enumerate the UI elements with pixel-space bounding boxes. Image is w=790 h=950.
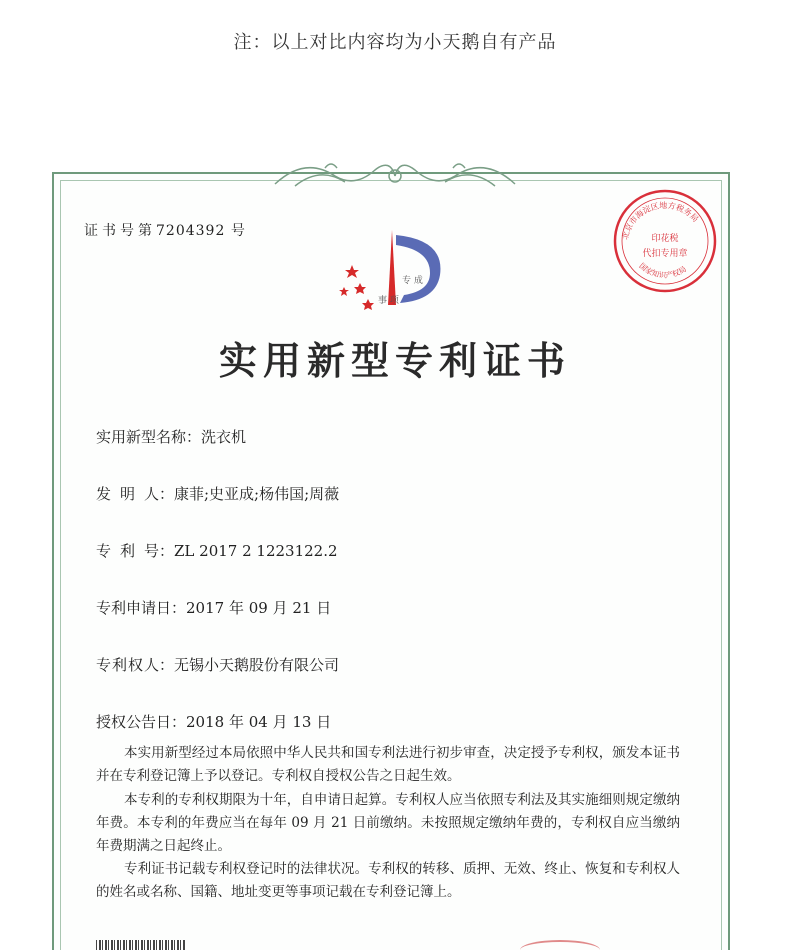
emblem-text-2: 事 项 xyxy=(378,296,399,306)
field-inventors xyxy=(96,483,339,504)
seal-ring-text: 北京市海淀区地方税务局 xyxy=(620,200,701,241)
red-seal-stamp-icon xyxy=(610,186,720,296)
field-patent-number xyxy=(96,540,338,561)
certificate-number-suffix: 号 xyxy=(230,223,246,239)
label-char: 人： xyxy=(143,485,174,503)
certificate-number-value: 7204392 xyxy=(156,223,226,239)
seal-bottom-text: 国家知识产权局 xyxy=(637,261,688,280)
field-application-date xyxy=(96,597,331,618)
footnote-text: 注：以上对比内容均为小天鹅自有产品 xyxy=(233,32,557,53)
label-char: 权 xyxy=(127,656,143,674)
paragraph-1-text: 本实用新型经过本局依照中华人民共和国专利法进行初步审查，决定授予专利权，颁发本证书并在专利登记簿上予以登记。专利权自授权公告之日起生效。 xyxy=(96,745,680,784)
certificate-number xyxy=(84,220,246,240)
label-char: 专 xyxy=(96,542,112,560)
label-char: 专 xyxy=(96,656,112,674)
ornament-icon xyxy=(265,146,525,196)
paragraph-term-fees xyxy=(96,789,680,858)
field-inventor-value: 康菲;史亚成;杨伟国;周薇 xyxy=(174,485,340,503)
paragraph-3-text: 专利证书记载专利权登记时的法律状况。专利权的转移、质押、无效、终止、恢复和专利权人的姓名或名称、国籍、地址变更等事项记载在专利登记簿上。 xyxy=(96,861,680,900)
field-patent-label xyxy=(96,540,174,561)
field-apply-date-label: 专利申请日： xyxy=(96,599,187,617)
emblem-text-1: 专 成 xyxy=(402,276,423,286)
field-grant-date xyxy=(96,711,331,732)
field-utility-model-name xyxy=(96,426,246,447)
field-patentee xyxy=(96,654,339,675)
label-char: 人： xyxy=(143,656,174,674)
svg-text:国家知识产权局 xyxy=(637,261,688,280)
field-apply-date-value: 2017 年 09 月 21 日 xyxy=(186,599,332,617)
label-char: 号： xyxy=(143,542,174,560)
paragraph-legal-status xyxy=(96,858,680,904)
barcode xyxy=(96,940,186,950)
paragraph-2-text: 本专利的专利权期限为十年，自申请日起算。专利权人应当依照专利法及其实施细则规定缴纳年费。本专利的年费应当在每年 09 月 21 日前缴纳。未按照规定缴纳年费的，专利权自应当缴纳年费期满之日起终止。 xyxy=(96,792,680,854)
field-owner-label xyxy=(96,654,174,675)
label-char: 利 xyxy=(111,656,127,674)
paragraph-grant-statement xyxy=(96,742,680,788)
field-name-label: 实用新型名称： xyxy=(96,428,202,446)
label-char: 明 xyxy=(119,485,135,503)
patent-office-emblem-icon xyxy=(330,225,460,320)
field-grant-date-label: 授权公告日： xyxy=(96,713,187,731)
seal-line-2: 代扣专用章 xyxy=(642,249,688,259)
field-patent-value: ZL 2017 2 1223122.2 xyxy=(174,542,338,560)
field-owner-value: 无锡小天鹅股份有限公司 xyxy=(174,656,340,674)
seal-line-1: 印花税 xyxy=(651,234,679,244)
field-name-value: 洗衣机 xyxy=(201,428,247,446)
field-inventor-label xyxy=(96,483,174,504)
field-grant-date-value: 2018 年 04 月 13 日 xyxy=(186,713,332,731)
label-char: 利 xyxy=(119,542,135,560)
certificate-number-label: 证书号第 xyxy=(84,223,156,239)
label-char: 发 xyxy=(96,485,112,503)
certificate-title: 实用新型专利证书 xyxy=(218,338,571,383)
